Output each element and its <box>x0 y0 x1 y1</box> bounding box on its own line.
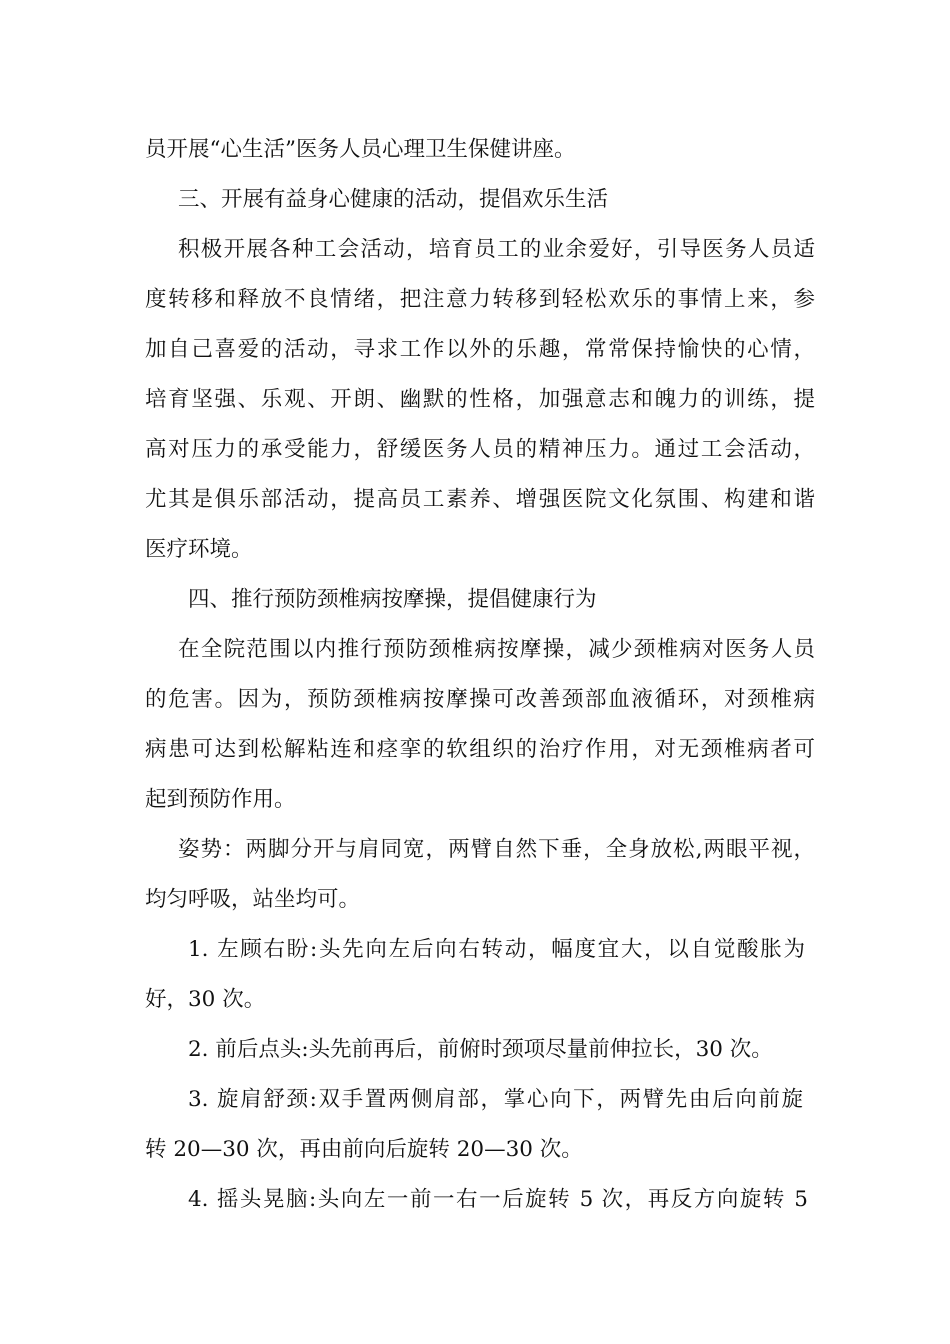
list-item: 4. 摇头晃脑:头向左一前一右一后旋转 5 次，再反方向旋转 5 <box>188 1187 808 1212</box>
text-line: 转 20—30 次，再由前向后旋转 20—30 次。 <box>145 1137 583 1162</box>
text-line: 均匀呼吸，站坐均可。 <box>145 887 361 912</box>
text-line: 度转移和释放不良情绪，把注意力转移到轻松欢乐的事情上来，参 <box>145 287 815 312</box>
text-line: 病患可达到松解粘连和痉挛的软组织的治疗作用，对无颈椎病者可 <box>145 737 815 762</box>
text-line: 加自己喜爱的活动，寻求工作以外的乐趣，常常保持愉快的心情， <box>145 337 815 362</box>
text-line: 积极开展各种工会活动，培育员工的业余爱好，引导医务人员适 <box>178 237 815 262</box>
text-line: 尤其是俱乐部活动，提高员工素养、增强医院文化氛围、构建和谐 <box>145 487 815 512</box>
text-line: 起到预防作用。 <box>145 787 296 812</box>
text-line: 姿势：两脚分开与肩同宽，两臂自然下垂，全身放松,两眼平视， <box>178 837 815 862</box>
text-line: 好，30 次。 <box>145 987 266 1012</box>
list-item: 2. 前后点头:头先前再后，前俯时颈项尽量前伸拉长，30 次。 <box>188 1037 773 1062</box>
text-line: 在全院范围以内推行预防颈椎病按摩操，减少颈椎病对医务人员 <box>178 637 815 662</box>
text-line: 员开展“心生活”医务人员心理卫生保健讲座。 <box>145 137 576 162</box>
text-line: 培育坚强、乐观、开朗、幽默的性格，加强意志和魄力的训练，提 <box>145 387 815 412</box>
section-heading: 三、开展有益身心健康的活动，提倡欢乐生活 <box>178 187 609 212</box>
list-item: 1. 左顾右盼:头先向左后向右转动，幅度宜大，以自觉酸胀为 <box>188 937 805 962</box>
list-item: 3. 旋肩舒颈:双手置两侧肩部，掌心向下，两臂先由后向前旋 <box>188 1087 803 1112</box>
text-line: 的危害。因为，预防颈椎病按摩操可改善颈部血液循环，对颈椎病 <box>145 687 815 712</box>
text-line: 医疗环境。 <box>145 537 253 562</box>
section-heading: 四、推行预防颈椎病按摩操，提倡健康行为 <box>188 587 597 612</box>
text-line: 高对压力的承受能力，舒缓医务人员的精神压力。通过工会活动， <box>145 437 815 462</box>
